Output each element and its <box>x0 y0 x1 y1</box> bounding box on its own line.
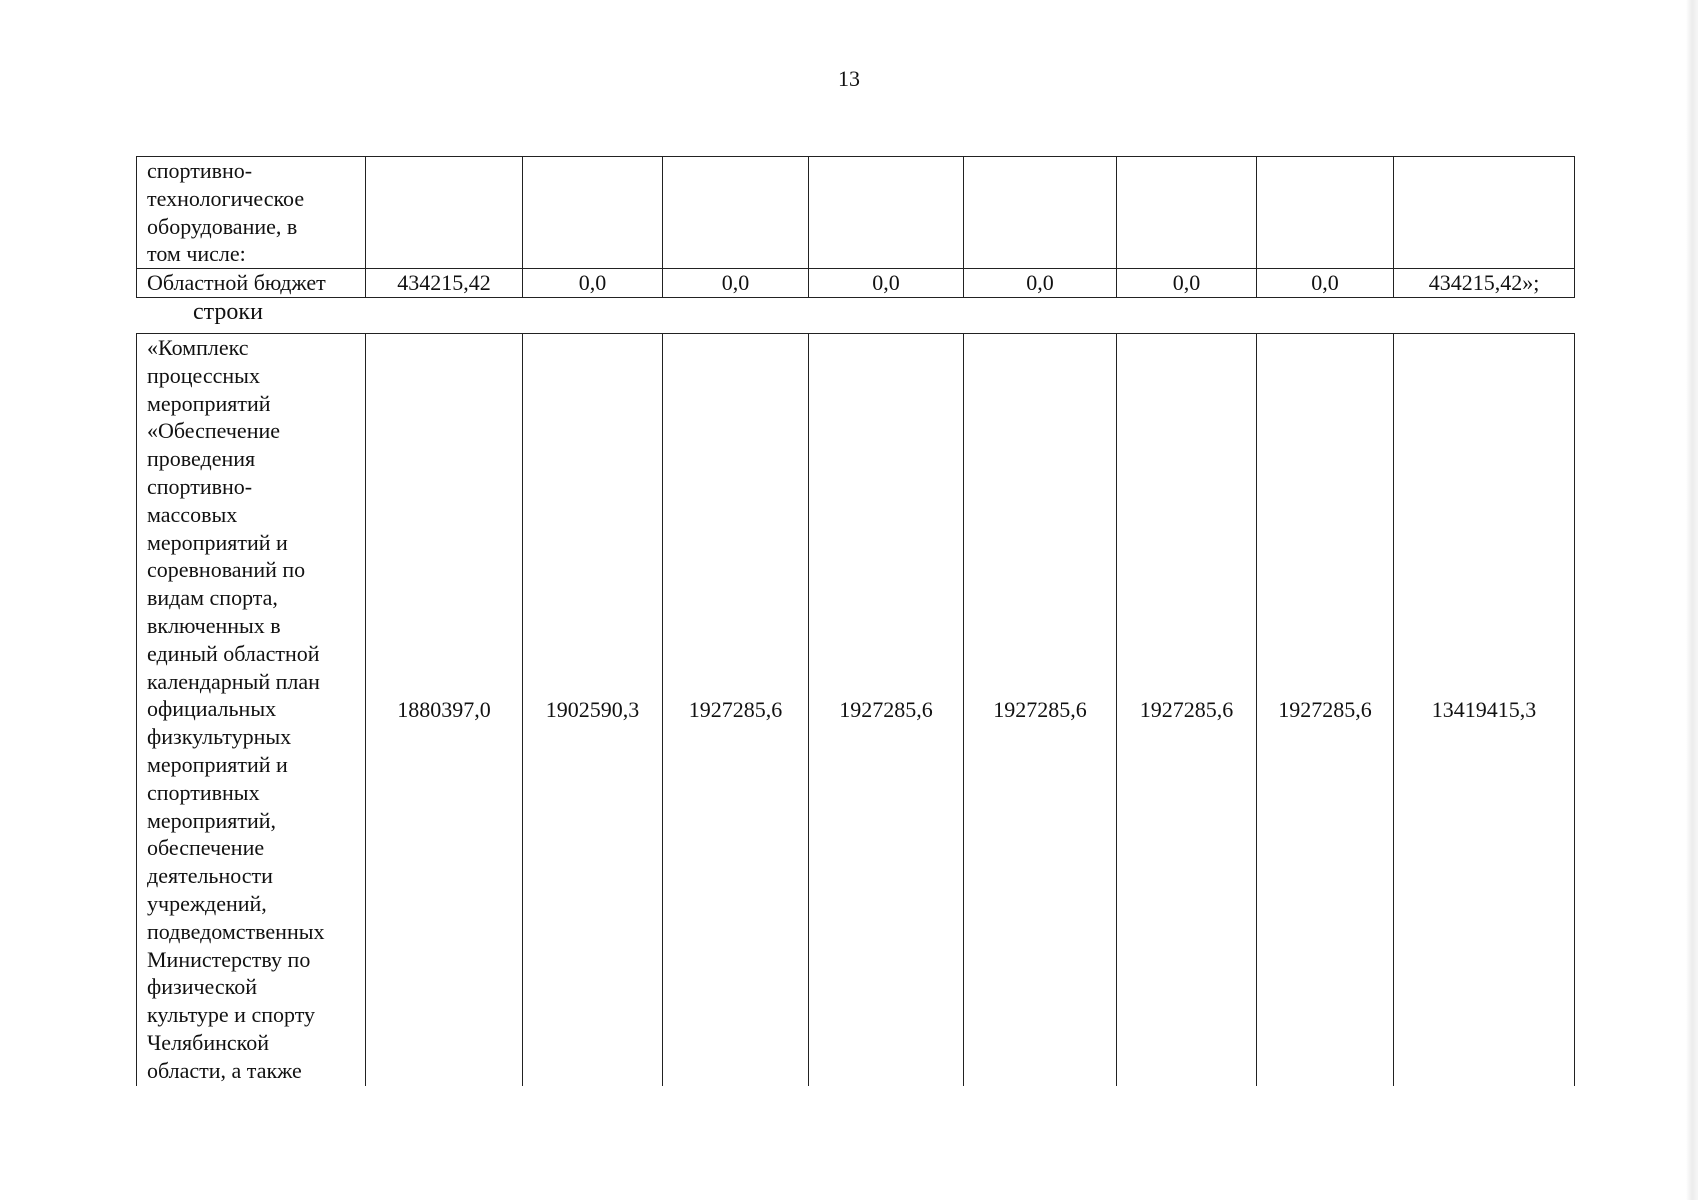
table-cell: 434215,42 <box>366 269 523 298</box>
label-line: проведения <box>147 446 256 472</box>
label-line: учреждений, <box>147 890 267 916</box>
label-line: деятельности <box>147 863 273 889</box>
label-line: единый областной <box>147 640 320 666</box>
table-cell: 1902590,3 <box>523 334 663 1087</box>
label-line: «Обеспечение <box>147 418 280 444</box>
table-cell <box>523 157 663 269</box>
table-row <box>137 157 1575 269</box>
table-cell <box>809 157 964 269</box>
label-line: календарный план <box>147 668 320 694</box>
table-cell: 1927285,6 <box>809 334 964 1087</box>
label-line: видам спорта, <box>147 585 278 611</box>
row-label-complex-measures <box>137 334 366 1087</box>
label-line: включенных в <box>147 612 281 638</box>
label-line: области, а также <box>147 1057 302 1083</box>
table-cell: 0,0 <box>964 269 1117 298</box>
table-cell: 0,0 <box>663 269 809 298</box>
table-row <box>137 334 1575 1087</box>
table-cell: 1927285,6 <box>663 334 809 1087</box>
page-number: 13 <box>838 66 860 91</box>
row-label-equipment <box>137 157 366 269</box>
table-cell: 0,0 <box>1117 269 1257 298</box>
label-line: обеспечение <box>147 835 265 861</box>
table-cell <box>964 157 1117 269</box>
table-cell: 0,0 <box>809 269 964 298</box>
label-line: том числе: <box>147 241 246 267</box>
label-line: мероприятий <box>147 390 271 416</box>
label-line: массовых <box>147 501 238 527</box>
table-row <box>137 269 1575 298</box>
table-cell <box>1257 157 1394 269</box>
label-line: оборудование, в <box>147 213 298 239</box>
between-text: строки <box>193 299 263 325</box>
label-line: мероприятий и <box>147 751 288 777</box>
table-cell: 434215,42»; <box>1394 269 1575 298</box>
table-cell <box>1117 157 1257 269</box>
label-line: Челябинской <box>147 1029 270 1055</box>
label-line: физической <box>147 974 257 1000</box>
table-cell: 0,0 <box>1257 269 1394 298</box>
label-line: Министерству по <box>147 946 311 972</box>
table-cell: 1927285,6 <box>1257 334 1394 1087</box>
label-line: «Комплекс <box>147 335 249 360</box>
table-continuation <box>136 156 1575 298</box>
table-cell: 1927285,6 <box>1117 334 1257 1087</box>
label-line: спортивно- <box>147 158 253 183</box>
label-line: официальных <box>147 696 277 722</box>
table-cell <box>1394 157 1575 269</box>
table-cell <box>663 157 809 269</box>
label-line: технологическое <box>147 185 305 211</box>
table-cell: 1880397,0 <box>366 334 523 1087</box>
table-cell: 1927285,6 <box>964 334 1117 1087</box>
label-line: культуре и спорту <box>147 1002 316 1028</box>
label-line: спортивно- <box>147 473 253 499</box>
scan-edge <box>1686 0 1698 1200</box>
label-line: спортивных <box>147 779 260 805</box>
row-label-regional-budget: Областной бюджет <box>137 269 366 298</box>
table-cell <box>366 157 523 269</box>
label-line: мероприятий, <box>147 807 277 833</box>
label-line: соревнований по <box>147 557 306 583</box>
table-cell: 0,0 <box>523 269 663 298</box>
table-cell: 13419415,3 <box>1394 334 1575 1087</box>
label-line: физкультурных <box>147 724 292 750</box>
table-new-rows <box>136 333 1575 1086</box>
label-line: подведомственных <box>147 918 325 944</box>
label-line: мероприятий и <box>147 529 288 555</box>
label-line: процессных <box>147 362 260 388</box>
